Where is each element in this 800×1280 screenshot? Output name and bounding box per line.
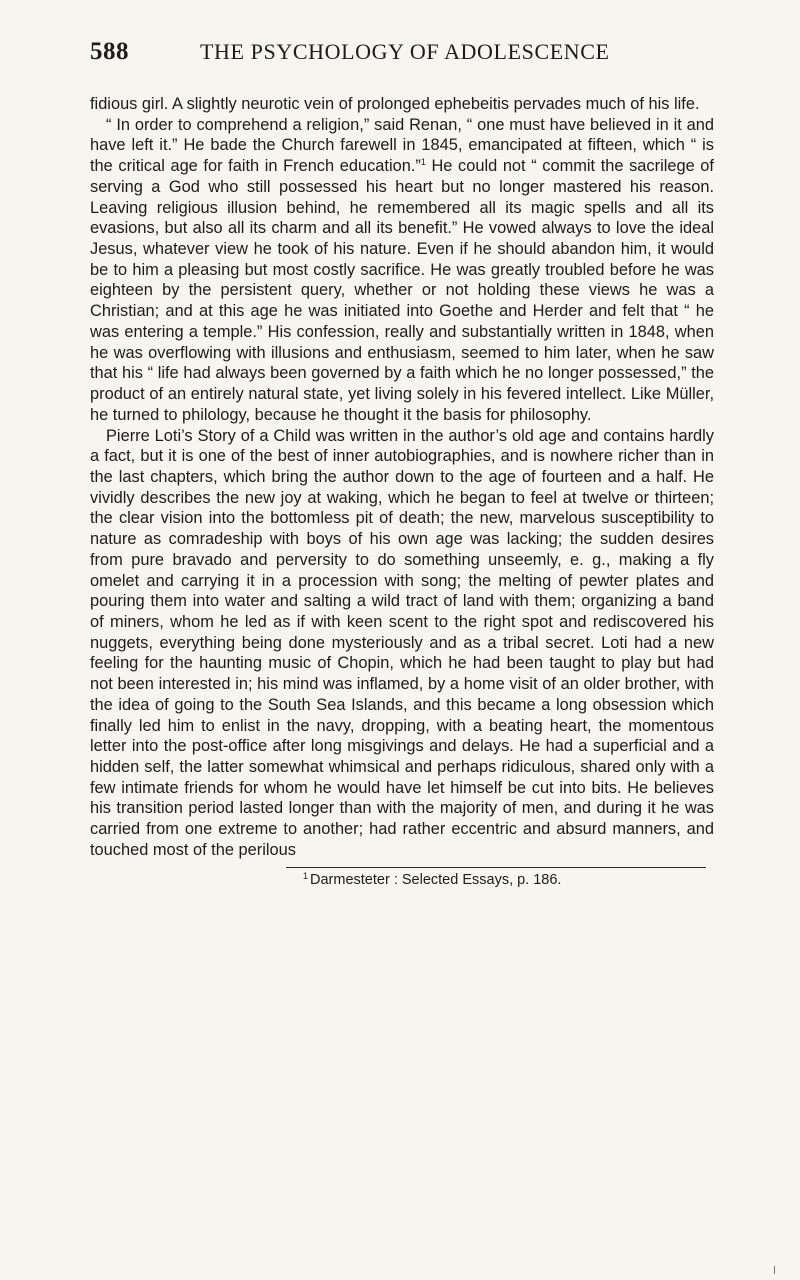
footnote-mark: 1 [303, 870, 309, 881]
footnote [303, 871, 714, 889]
paragraph-text: “ In order to comprehend a religion,” said Renan, “ one must have believed in it and have left it.” He bade the Church farewell in 1845, emancipated at fifteen, which “ is the critical age for faith in French education.” [90, 115, 714, 176]
body-text [90, 94, 714, 861]
page-number: 588 [90, 38, 129, 65]
footnote-reference: 1 [420, 157, 426, 168]
footnote-text: Darmesteter : Selected Essays, p. 186. [310, 871, 562, 888]
page-edge-mark [774, 1266, 775, 1274]
paragraph-text: He could not “ commit the sacrilege of serving a God who still possessed his heart but no longer mastered his reason. Leaving religious illusion behind, he remembered all its magic spells and all its evasions, but also all its charm and all its benefit.” He vowed always to love the ideal Jesus, whatever view he took of his nature. Even if he should abandon him, it would be to him a pleasing but most costly sacrifice. He was greatly troubled before he was eighteen by the persistent query, whether or not holding these views he was a Christian; and at this age he was initiated into Goethe and Herder and felt that “ he was entering a temple.” His confession, really and substantially written in 1848, when he was overflowing with illusions and enthusiasm, seemed to him later, when he saw that his “ life had always been governed by a faith which he no longer possessed,” the product of an entirely natural state, yet living solely in his fevered intellect. Like Müller, he turned to philology, because he thought it the basis for philosophy. [90, 157, 714, 424]
book-page [90, 38, 714, 889]
running-title: THE PSYCHOLOGY OF ADOLESCENCE [200, 39, 610, 64]
paragraph [90, 426, 714, 861]
paragraph [90, 115, 714, 426]
paragraph-text: Pierre Loti’s Story of a Child was written in the author’s old age and contains hardly a fact, but it is one of the best of inner autobiographies, and is nowhere richer than in the last chapters, which bring the author down to the age of fourteen and a half. He vividly describes the new joy at waking, which he began to feel at twelve or thirteen; the clear vision into the bottomless pit of death; the new, marvelous susceptibility to nature as comradeship with boys of his own age was lacking; the sudden desires from pure bravado and perversity to do something unseemly, e. g., making a fly omelet and carrying it in a procession with song; the melting of pewter plates and pouring them into water and salting a wild tract of land with them; organizing a band of miners, whom he led as if with keen scent to the right spot and rediscovered his nuggets, everything being done mysteriously and as a tribal secret. Loti had a new feeling for the haunting music of Chopin, which he had been taught to play but had not been interested in; his mind was inflamed, by a home visit of an older brother, with the idea of going to the South Sea Islands, and this became a long obsession which finally led him to enlist in the navy, dropping, with a beating heart, the momentous letter into the post-office after long misgivings and delays. He had a superficial and a hidden self, the latter somewhat whimsical and perhaps ridiculous, shared only with a few intimate friends for whom he would have let himself be cut into bits. He believes his transition period lasted longer than with the majority of men, and during it he was carried from one extreme to another; had rather eccentric and absurd manners, and touched most of the perilous [90, 426, 714, 859]
paragraph-text: fidious girl. A slightly neurotic vein of prolonged ephebeitis pervades much of his life. [90, 95, 700, 113]
footnote-divider [286, 867, 706, 868]
paragraph [90, 94, 714, 115]
running-head [90, 38, 714, 72]
